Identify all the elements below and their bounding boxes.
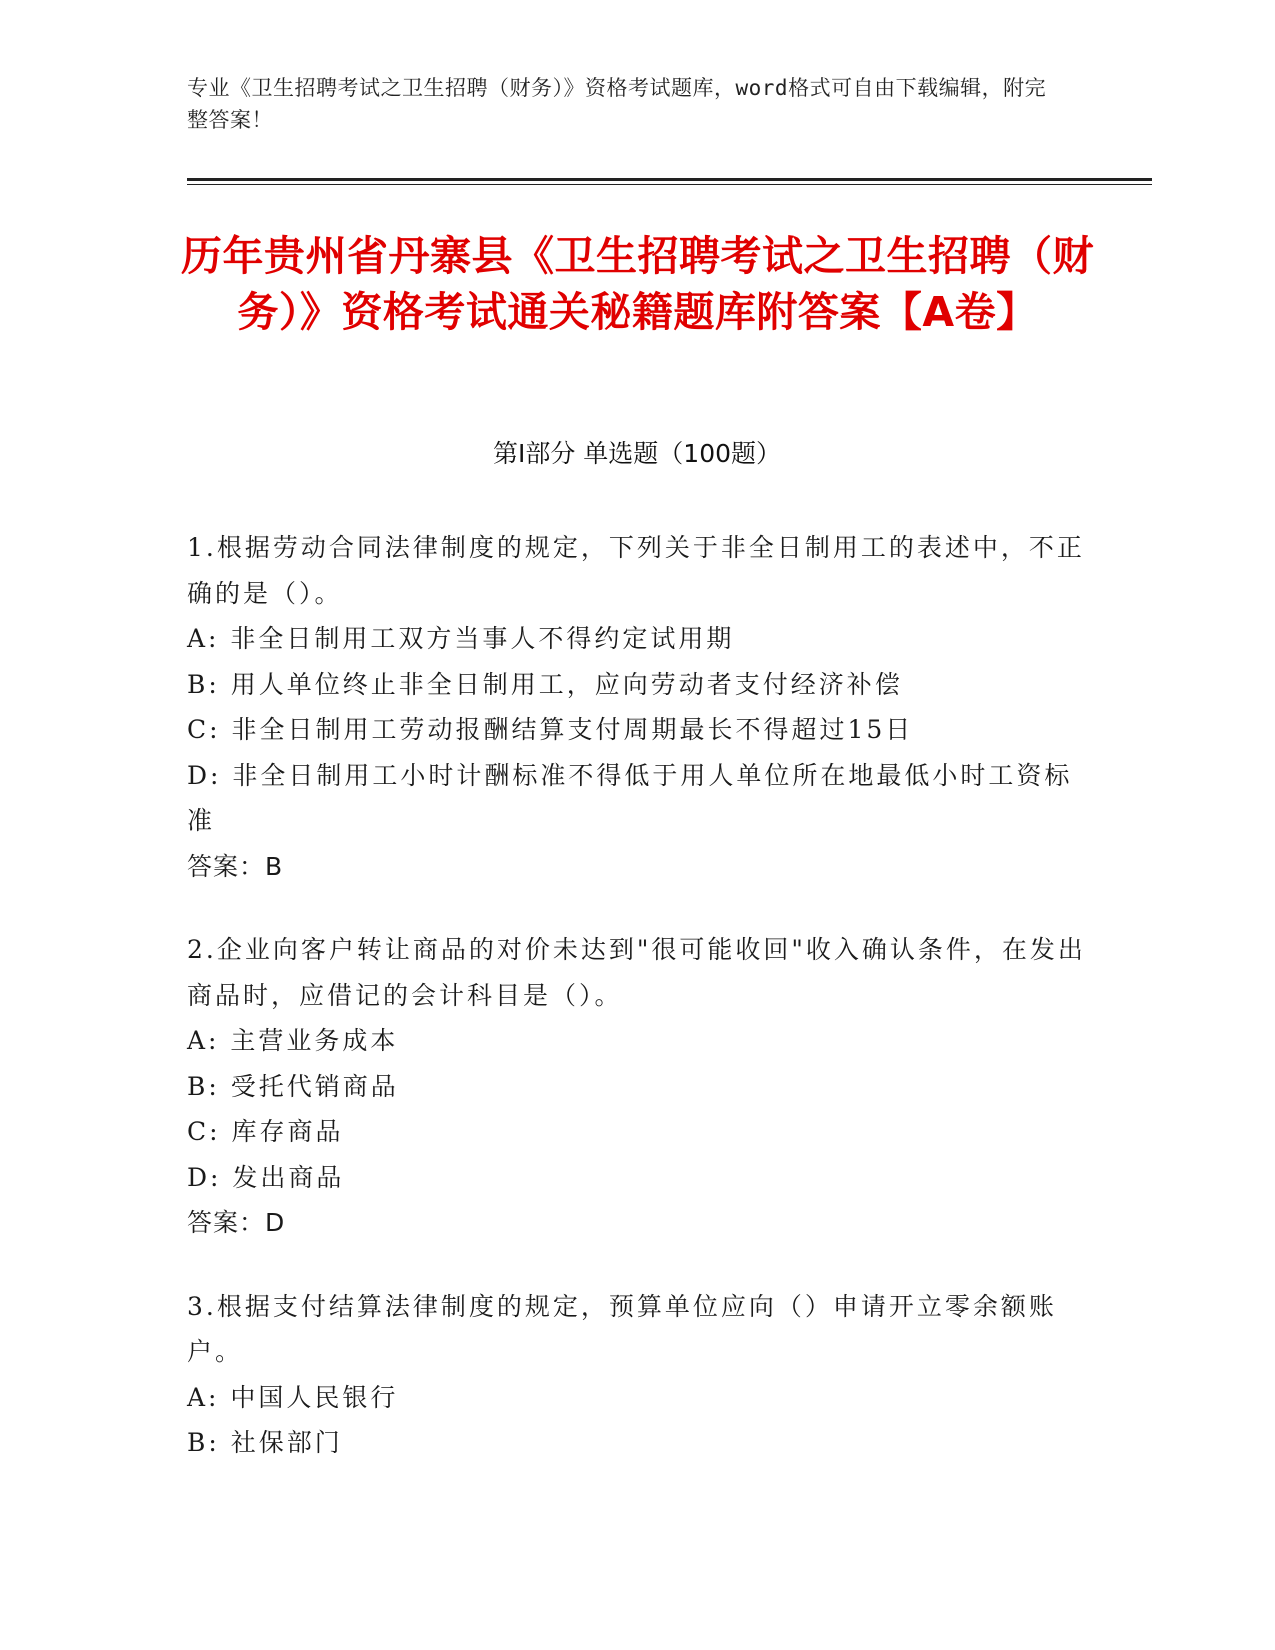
option-c: C: 库存商品 [187, 1117, 344, 1146]
option-b: B: 受托代销商品 [187, 1071, 399, 1101]
question-3 [187, 1284, 1087, 1466]
answer: 答案：B [187, 851, 284, 881]
option-b: B: 用人单位终止非全日制用工，应向劳动者支付经济补偿 [187, 669, 903, 699]
answer: 答案：D [187, 1208, 286, 1237]
question-stem: 2.企业向客户转让商品的对价未达到"很可能收回"收入确认条件，在发出商品时，应借记的会计科目是（）。 [187, 935, 1086, 1010]
document-title: 历年贵州省丹寨县《卫生招聘考试之卫生招聘（财务）》资格考试通关秘籍题库附答案【A卷】 [181, 232, 1094, 336]
option-a: A: 中国人民银行 [187, 1382, 399, 1412]
option-a: A: 非全日制用工双方当事人不得约定试用期 [187, 624, 735, 653]
question-stem: 3.根据支付结算法律制度的规定，预算单位应向（）申请开立零余额账户。 [187, 1291, 1057, 1366]
option-c: C: 非全日制用工劳动报酬结算支付周期最长不得超过15日 [187, 715, 914, 744]
header-rule-thin [187, 184, 1152, 185]
option-d: D: 非全日制用工小时计酬标准不得低于用人单位所在地最低小时工资标准 [187, 760, 1073, 835]
option-d: D: 发出商品 [187, 1162, 345, 1192]
header-note: 专业《卫生招聘考试之卫生招聘（财务）》资格考试题库，word格式可自由下载编辑，附完整答案！ [187, 76, 1047, 132]
section-title: 第Ⅰ部分 单选题（100题） [492, 439, 782, 468]
question-stem: 1.根据劳动合同法律制度的规定，下列关于非全日制用工的表述中，不正确的是（）。 [187, 533, 1085, 608]
question-list [187, 525, 1087, 1504]
option-a: A: 主营业务成本 [187, 1026, 399, 1055]
question-1 [187, 525, 1087, 889]
header-rule-thick [187, 178, 1152, 181]
option-b: B: 社保部门 [187, 1428, 343, 1457]
question-2 [187, 927, 1087, 1246]
